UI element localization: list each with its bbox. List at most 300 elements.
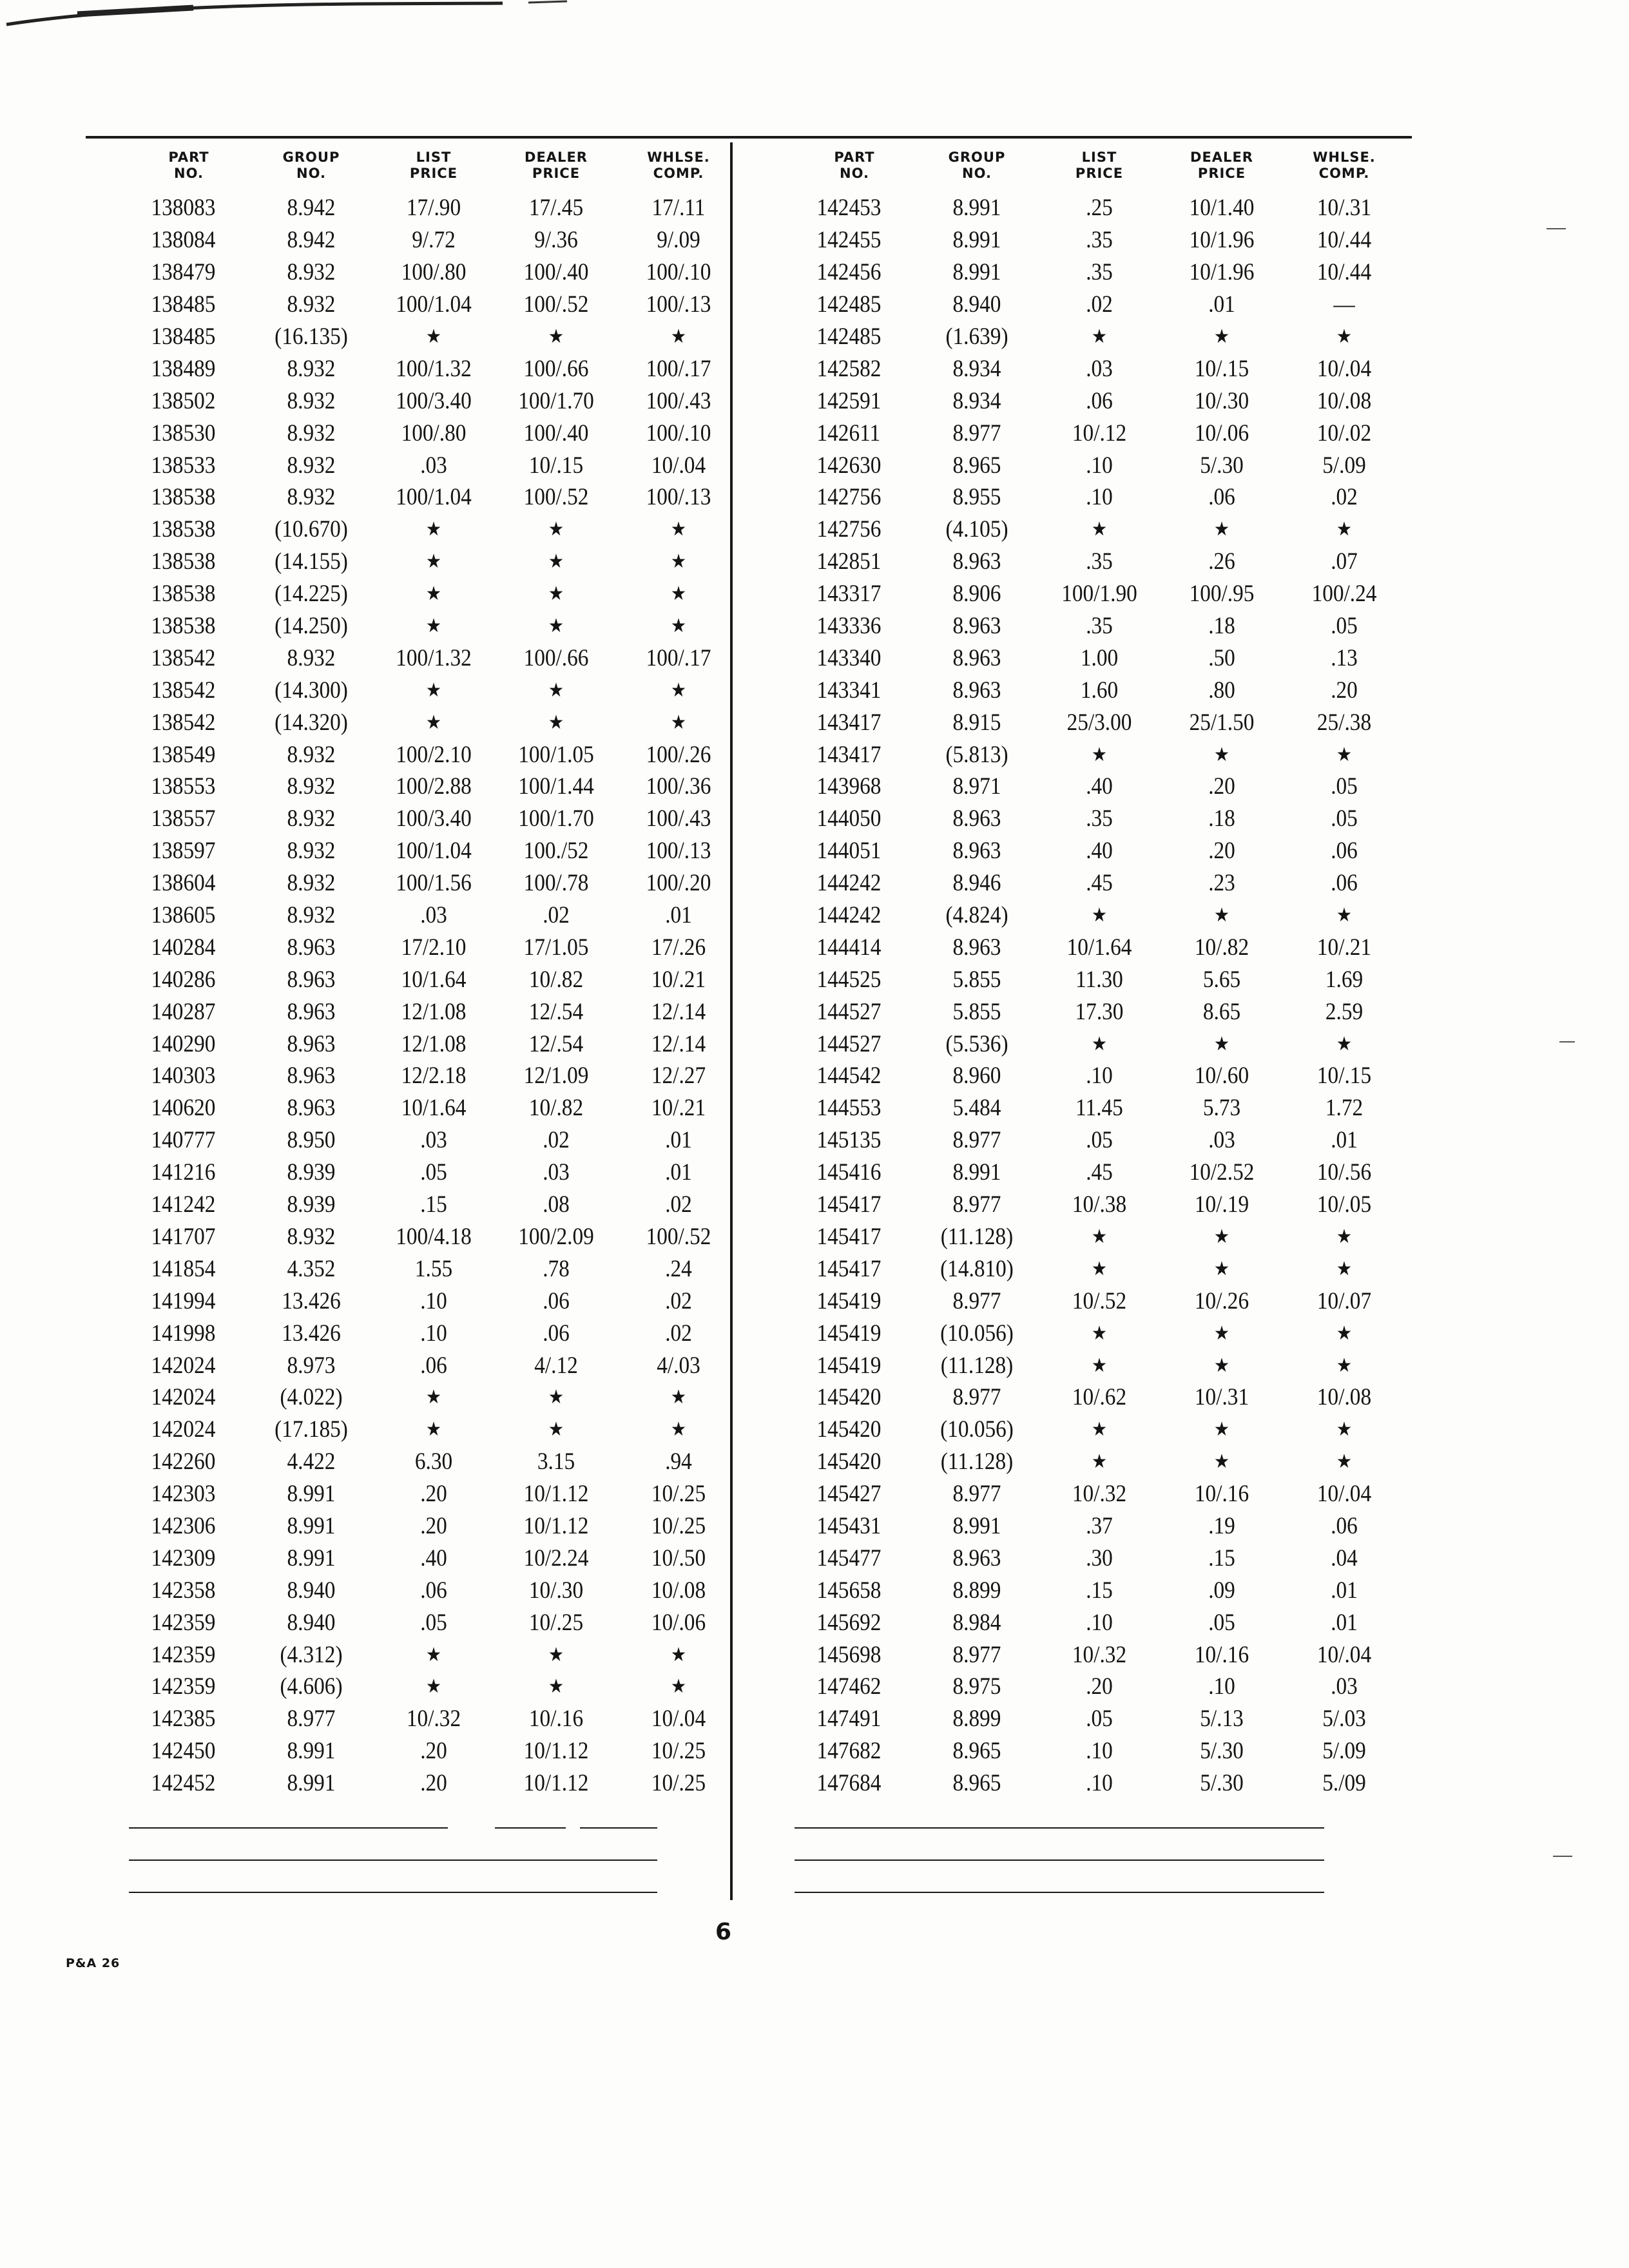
dealer-price-cell: .10: [1208, 1673, 1235, 1700]
blank-line: [580, 1827, 657, 1829]
list-price-cell: 1.55: [414, 1255, 453, 1282]
part-no-cell: 142359: [151, 1641, 216, 1668]
group-no-cell: 8.965: [952, 452, 1001, 479]
group-no-cell: (11.128): [940, 1448, 1014, 1475]
part-no-cell: 138542: [151, 677, 216, 704]
list-price-cell: 100/1.04: [396, 291, 472, 318]
whlse-comp-cell: 100/.10: [646, 419, 711, 447]
group-no-cell: (14.810): [940, 1255, 1014, 1282]
part-no-cell: 143417: [816, 709, 882, 736]
list-price-cell: .06: [1086, 387, 1113, 414]
group-no-cell: 8.991: [952, 1512, 1001, 1539]
part-no-cell: 144542: [816, 1062, 882, 1090]
table-row: [128, 1414, 740, 1446]
list-price-cell: 9/.72: [412, 227, 456, 254]
list-price-cell: 10/1.64: [401, 1095, 467, 1122]
dealer-price-cell: ★: [548, 1387, 564, 1408]
group-no-cell: 8.932: [287, 805, 336, 832]
whlse-comp-cell: ★: [670, 1676, 687, 1698]
table-row: [793, 1253, 1405, 1285]
list-price-cell: 100/1.04: [396, 838, 472, 865]
table-row: [793, 1092, 1405, 1124]
part-no-cell: 141854: [151, 1255, 216, 1282]
whlse-comp-cell: 1.69: [1325, 966, 1364, 993]
whlse-comp-cell: 100/.24: [1311, 581, 1377, 608]
whlse-comp-cell: .02: [665, 1320, 692, 1347]
dealer-price-cell: 100/.78: [523, 870, 589, 897]
list-price-cell: ★: [425, 1644, 442, 1666]
table-body: [793, 192, 1405, 1800]
part-no-cell: 138530: [151, 419, 216, 447]
group-no-cell: (10.056): [940, 1416, 1014, 1443]
part-no-cell: 140290: [151, 1030, 216, 1057]
group-no-cell: (11.128): [940, 1223, 1014, 1250]
list-price-cell: .10: [1086, 452, 1113, 479]
table-row: [793, 1510, 1405, 1542]
dealer-price-cell: ★: [548, 583, 564, 605]
group-no-cell: 8.971: [952, 773, 1001, 800]
part-no-cell: 141242: [151, 1191, 216, 1218]
top-rule: [86, 136, 1412, 139]
group-no-cell: (14.300): [275, 677, 348, 704]
part-no-cell: 142359: [151, 1609, 216, 1636]
dealer-price-cell: 10/.82: [528, 966, 584, 993]
part-no-cell: 138604: [151, 870, 216, 897]
dealer-price-cell: 100/1.44: [518, 773, 594, 800]
table-row: [128, 1092, 740, 1124]
list-price-cell: .10: [420, 1287, 447, 1314]
list-price-cell: 11.45: [1075, 1095, 1123, 1122]
part-no-cell: 142309: [151, 1544, 216, 1571]
group-no-cell: (4.312): [280, 1641, 343, 1668]
whlse-comp-cell: .01: [1331, 1609, 1358, 1636]
list-price-cell: 1.00: [1080, 644, 1119, 671]
whlse-comp-cell: ★: [1336, 1419, 1353, 1441]
group-no-cell: 8.932: [287, 773, 336, 800]
whlse-comp-cell: .01: [665, 902, 692, 929]
table-row: [793, 546, 1405, 578]
table-row: [128, 417, 740, 449]
list-price-cell: .06: [420, 1577, 447, 1604]
part-no-cell: 142630: [816, 452, 882, 479]
table-row: [128, 674, 740, 706]
group-no-cell: (4.105): [945, 516, 1008, 543]
table-row: [793, 1671, 1405, 1703]
group-no-cell: 8.984: [952, 1609, 1001, 1636]
part-no-cell: 142851: [816, 548, 882, 575]
table-row: [793, 1414, 1405, 1446]
whlse-comp-cell: 9/.09: [657, 227, 700, 254]
part-no-cell: 142455: [816, 227, 882, 254]
dealer-price-cell: 100/.40: [523, 419, 589, 447]
whlse-comp-cell: 10/.04: [1316, 1481, 1372, 1508]
list-price-cell: .45: [1086, 870, 1113, 897]
dealer-price-cell: 100./52: [523, 838, 589, 865]
table-row: [128, 931, 740, 963]
dealer-price-cell: 9/.36: [534, 227, 578, 254]
list-price-cell: .05: [420, 1159, 447, 1186]
dealer-price-cell: .26: [1208, 548, 1235, 575]
whlse-comp-cell: ★: [670, 583, 687, 605]
group-no-cell: 8.977: [952, 1641, 1001, 1668]
table-row: [793, 385, 1405, 417]
group-no-cell: (10.056): [940, 1320, 1014, 1347]
whlse-comp-cell: ★: [1336, 1451, 1353, 1473]
whlse-comp-cell: ★: [1336, 1033, 1353, 1055]
group-no-cell: 8.991: [287, 1512, 336, 1539]
dealer-price-cell: ★: [1213, 1322, 1230, 1344]
part-no-cell: 145692: [816, 1609, 882, 1636]
part-no-cell: 138083: [151, 195, 216, 222]
list-price-cell: .05: [1086, 1127, 1113, 1154]
whlse-comp-cell: ★: [670, 326, 687, 347]
group-no-cell: 8.977: [287, 1706, 336, 1733]
part-no-cell: 144050: [816, 805, 882, 832]
group-no-cell: 8.963: [952, 644, 1001, 671]
part-no-cell: 142485: [816, 291, 882, 318]
part-no-cell: 143317: [816, 581, 882, 608]
dealer-price-cell: 10/.19: [1194, 1191, 1249, 1218]
table-row: [128, 1510, 740, 1542]
list-price-cell: 10/.12: [1072, 419, 1127, 447]
blank-line: [129, 1892, 657, 1893]
whlse-comp-cell: 100/.26: [646, 741, 711, 768]
table-row: [793, 610, 1405, 642]
group-no-cell: 8.932: [287, 741, 336, 768]
group-no-cell: 8.963: [287, 1062, 336, 1090]
group-no-cell: 8.899: [952, 1706, 1001, 1733]
group-no-cell: 8.991: [287, 1770, 336, 1797]
list-price-cell: .06: [420, 1352, 447, 1379]
group-no-cell: 8.932: [287, 259, 336, 286]
table-row: [793, 1285, 1405, 1317]
part-no-cell: 138605: [151, 902, 216, 929]
dealer-price-cell: .23: [1208, 870, 1235, 897]
group-no-cell: 8.939: [287, 1191, 336, 1218]
table-row: [793, 1574, 1405, 1606]
whlse-comp-cell: 4/.03: [657, 1352, 700, 1379]
whlse-comp-cell: ★: [670, 1644, 687, 1666]
whlse-comp-cell: 12/.14: [651, 1030, 706, 1057]
group-no-cell: 8.963: [287, 934, 336, 961]
group-no-cell: 8.991: [952, 259, 1001, 286]
list-price-cell: .20: [420, 1512, 447, 1539]
part-no-cell: 138557: [151, 805, 216, 832]
part-no-cell: 138597: [151, 838, 216, 865]
table-row: [793, 1189, 1405, 1221]
dealer-price-cell: .05: [1208, 1609, 1235, 1636]
group-no-cell: 4.352: [287, 1255, 336, 1282]
table-row: [128, 1317, 740, 1349]
group-no-cell: 8.977: [952, 1287, 1001, 1314]
part-no-cell: 141994: [151, 1287, 216, 1314]
table-row: [793, 1542, 1405, 1574]
part-no-cell: 138538: [151, 581, 216, 608]
group-no-cell: 8.940: [952, 291, 1001, 318]
list-price-cell: ★: [425, 1387, 442, 1408]
list-price-cell: 100/1.32: [396, 644, 472, 671]
table-row: [128, 514, 740, 546]
part-no-cell: 143968: [816, 773, 882, 800]
group-no-cell: 8.963: [952, 548, 1001, 575]
whlse-comp-cell: ★: [1336, 1354, 1353, 1376]
table-row: [793, 1446, 1405, 1478]
list-price-cell: .35: [1086, 548, 1113, 575]
whlse-comp-cell: ★: [1336, 326, 1353, 347]
list-price-cell: 25/3.00: [1066, 709, 1132, 736]
list-price-cell: .10: [1086, 1609, 1113, 1636]
group-no-cell: 13.426: [282, 1320, 341, 1347]
group-no-cell: (14.155): [275, 548, 348, 575]
part-no-cell: 138485: [151, 291, 216, 318]
dealer-price-cell: 10/1.12: [523, 1770, 589, 1797]
list-price-cell: 100/3.40: [396, 387, 472, 414]
group-no-cell: 8.963: [287, 1095, 336, 1122]
dealer-price-cell: ★: [548, 679, 564, 701]
table-row: [793, 1606, 1405, 1639]
table-row: [793, 899, 1405, 932]
table-row: [128, 738, 740, 771]
group-no-cell: 8.906: [952, 581, 1001, 608]
dealer-price-cell: ★: [1213, 1033, 1230, 1055]
table-row: [793, 706, 1405, 738]
dealer-price-cell: ★: [1213, 1354, 1230, 1376]
group-no-cell: 8.932: [287, 838, 336, 865]
list-price-cell: 6.30: [414, 1448, 453, 1475]
table-row: [793, 835, 1405, 867]
whlse-comp-cell: 10/.25: [651, 1512, 706, 1539]
dealer-price-cell: ★: [1213, 519, 1230, 541]
table-row: [793, 224, 1405, 256]
list-price-cell: 100/1.04: [396, 484, 472, 511]
table-row: [128, 610, 740, 642]
whlse-comp-cell: 100/.36: [646, 773, 711, 800]
table-row: [128, 771, 740, 803]
dealer-price-cell: .18: [1208, 613, 1235, 640]
list-price-cell: ★: [425, 1676, 442, 1698]
list-price-cell: 17.30: [1075, 998, 1124, 1025]
whlse-comp-cell: ★: [1336, 744, 1353, 765]
dealer-price-cell: .02: [543, 902, 570, 929]
dealer-price-cell: 5.65: [1202, 966, 1241, 993]
list-price-cell: .10: [1086, 1062, 1113, 1090]
whlse-comp-cell: —: [1333, 291, 1355, 318]
group-no-cell: 8.977: [952, 1191, 1001, 1218]
dealer-price-cell: 12/1.09: [523, 1062, 589, 1090]
margin-mark: [1553, 1856, 1572, 1857]
whlse-comp-cell: 1.72: [1325, 1095, 1364, 1122]
part-no-cell: 142485: [816, 323, 882, 350]
group-no-cell: 8.991: [952, 195, 1001, 222]
part-no-cell: 142358: [151, 1577, 216, 1604]
group-no-cell: 13.426: [282, 1287, 341, 1314]
dealer-price-cell: ★: [548, 1676, 564, 1698]
table-row: [128, 385, 740, 417]
part-no-cell: 140287: [151, 998, 216, 1025]
group-no-cell: 8.991: [287, 1544, 336, 1571]
table-row: [128, 481, 740, 514]
header-part-no: PART NO.: [168, 149, 209, 181]
whlse-comp-cell: 100/.10: [646, 259, 711, 286]
whlse-comp-cell: 10/.25: [651, 1770, 706, 1797]
dealer-price-cell: 100/.95: [1189, 581, 1255, 608]
table-row: [128, 546, 740, 578]
part-no-cell: 138538: [151, 516, 216, 543]
group-no-cell: (5.536): [945, 1030, 1008, 1057]
group-no-cell: (5.813): [945, 741, 1008, 768]
table-row: [793, 1124, 1405, 1157]
whlse-comp-cell: 100/.17: [646, 355, 711, 382]
group-no-cell: 8.940: [287, 1577, 336, 1604]
whlse-comp-cell: 5./09: [1322, 1770, 1366, 1797]
table-row: [793, 738, 1405, 771]
whlse-comp-cell: 10/.56: [1316, 1159, 1372, 1186]
dealer-price-cell: 10/.16: [1194, 1481, 1249, 1508]
part-no-cell: 138479: [151, 259, 216, 286]
price-table-left: [128, 149, 740, 1800]
list-price-cell: 100/.80: [401, 419, 467, 447]
table-row: [793, 514, 1405, 546]
list-price-cell: 17/2.10: [401, 934, 467, 961]
whlse-comp-cell: 100/.43: [646, 805, 711, 832]
whlse-comp-cell: ★: [670, 679, 687, 701]
table-row: [128, 1060, 740, 1092]
dealer-price-cell: 3.15: [537, 1448, 575, 1475]
table-row: [793, 256, 1405, 289]
whlse-comp-cell: 10/.04: [651, 452, 706, 479]
margin-mark: [1547, 228, 1566, 229]
dealer-price-cell: 17/.45: [528, 195, 584, 222]
whlse-comp-cell: 100/.13: [646, 838, 711, 865]
part-no-cell: 147491: [816, 1706, 882, 1733]
part-no-cell: 140286: [151, 966, 216, 993]
group-no-cell: 8.899: [952, 1577, 1001, 1604]
whlse-comp-cell: 10/.15: [1316, 1062, 1372, 1090]
list-price-cell: 17/.90: [406, 195, 461, 222]
part-no-cell: 138485: [151, 323, 216, 350]
dealer-price-cell: 5/.30: [1200, 1770, 1244, 1797]
part-no-cell: 138533: [151, 452, 216, 479]
dealer-price-cell: 10/.15: [528, 452, 584, 479]
group-no-cell: 8.963: [952, 1544, 1001, 1571]
whlse-comp-cell: .02: [665, 1287, 692, 1314]
list-price-cell: ★: [1091, 1451, 1108, 1473]
table-row: [128, 867, 740, 899]
whlse-comp-cell: ★: [670, 1387, 687, 1408]
table-row: [128, 1542, 740, 1574]
list-price-cell: 12/2.18: [401, 1062, 467, 1090]
header-dealer-price: DEALER PRICE: [525, 149, 588, 181]
list-price-cell: .03: [1086, 355, 1113, 382]
part-no-cell: 141707: [151, 1223, 216, 1250]
dealer-price-cell: ★: [1213, 1258, 1230, 1280]
group-no-cell: 8.963: [952, 805, 1001, 832]
group-no-cell: 8.932: [287, 870, 336, 897]
blank-line: [129, 1827, 448, 1829]
list-price-cell: 100/2.88: [396, 773, 472, 800]
whlse-comp-cell: ★: [1336, 1225, 1353, 1247]
group-no-cell: 8.932: [287, 484, 336, 511]
blank-line: [795, 1892, 1324, 1893]
dealer-price-cell: 100/.52: [523, 291, 589, 318]
list-price-cell: 10/.32: [406, 1706, 461, 1733]
scan-artifact-mark: [0, 0, 580, 39]
part-no-cell: 144527: [816, 1030, 882, 1057]
list-price-cell: ★: [1091, 1354, 1108, 1376]
table-row: [128, 1574, 740, 1606]
dealer-price-cell: 100/.66: [523, 355, 589, 382]
group-no-cell: 8.940: [287, 1609, 336, 1636]
whlse-comp-cell: 100/.43: [646, 387, 711, 414]
part-no-cell: 145420: [816, 1416, 882, 1443]
whlse-comp-cell: 10/.25: [651, 1481, 706, 1508]
dealer-price-cell: 12/.54: [528, 998, 584, 1025]
table-row: [128, 192, 740, 224]
dealer-price-cell: 10/1.40: [1189, 195, 1255, 222]
dealer-price-cell: .03: [1208, 1127, 1235, 1154]
table-row: [128, 1349, 740, 1381]
table-row: [128, 995, 740, 1028]
dealer-price-cell: ★: [548, 519, 564, 541]
dealer-price-cell: .20: [1208, 773, 1235, 800]
whlse-comp-cell: .01: [665, 1127, 692, 1154]
dealer-price-cell: .08: [543, 1191, 570, 1218]
whlse-comp-cell: 10/.21: [1316, 934, 1372, 961]
part-no-cell: 142260: [151, 1448, 216, 1475]
list-price-cell: .20: [1086, 1673, 1113, 1700]
list-price-cell: .40: [1086, 838, 1113, 865]
group-no-cell: 8.934: [952, 387, 1001, 414]
group-no-cell: (10.670): [275, 516, 348, 543]
list-price-cell: 100/2.10: [396, 741, 472, 768]
list-price-cell: ★: [425, 1419, 442, 1441]
group-no-cell: 8.960: [952, 1062, 1001, 1090]
whlse-comp-cell: 10/.21: [651, 1095, 706, 1122]
dealer-price-cell: 10/.15: [1194, 355, 1249, 382]
dealer-price-cell: 10/.16: [528, 1706, 584, 1733]
group-no-cell: 8.932: [287, 902, 336, 929]
list-price-cell: 12/1.08: [401, 998, 467, 1025]
part-no-cell: 138542: [151, 709, 216, 736]
whlse-comp-cell: .06: [1331, 870, 1358, 897]
part-no-cell: 144242: [816, 870, 882, 897]
table-row: [793, 1639, 1405, 1671]
part-no-cell: 142452: [151, 1770, 216, 1797]
list-price-cell: .05: [420, 1609, 447, 1636]
list-price-cell: 100/4.18: [396, 1223, 472, 1250]
part-no-cell: 145416: [816, 1159, 882, 1186]
whlse-comp-cell: .04: [1331, 1544, 1358, 1571]
list-price-cell: ★: [425, 711, 442, 733]
group-no-cell: 8.977: [952, 1481, 1001, 1508]
dealer-price-cell: ★: [548, 1644, 564, 1666]
list-price-cell: .30: [1086, 1544, 1113, 1571]
part-no-cell: 138538: [151, 613, 216, 640]
header-group-no: GROUP NO.: [282, 149, 340, 181]
dealer-price-cell: 5/.30: [1200, 1738, 1244, 1765]
group-no-cell: 8.942: [287, 227, 336, 254]
part-no-cell: 142611: [816, 419, 881, 447]
dealer-price-cell: .20: [1208, 838, 1235, 865]
group-no-cell: 4.422: [287, 1448, 336, 1475]
whlse-comp-cell: 10/.50: [651, 1544, 706, 1571]
header-list-price: LIST PRICE: [409, 149, 458, 181]
list-price-cell: ★: [1091, 905, 1108, 927]
part-no-cell: 138549: [151, 741, 216, 768]
group-no-cell: 8.934: [952, 355, 1001, 382]
part-no-cell: 145135: [816, 1127, 882, 1154]
group-no-cell: (16.135): [275, 323, 348, 350]
